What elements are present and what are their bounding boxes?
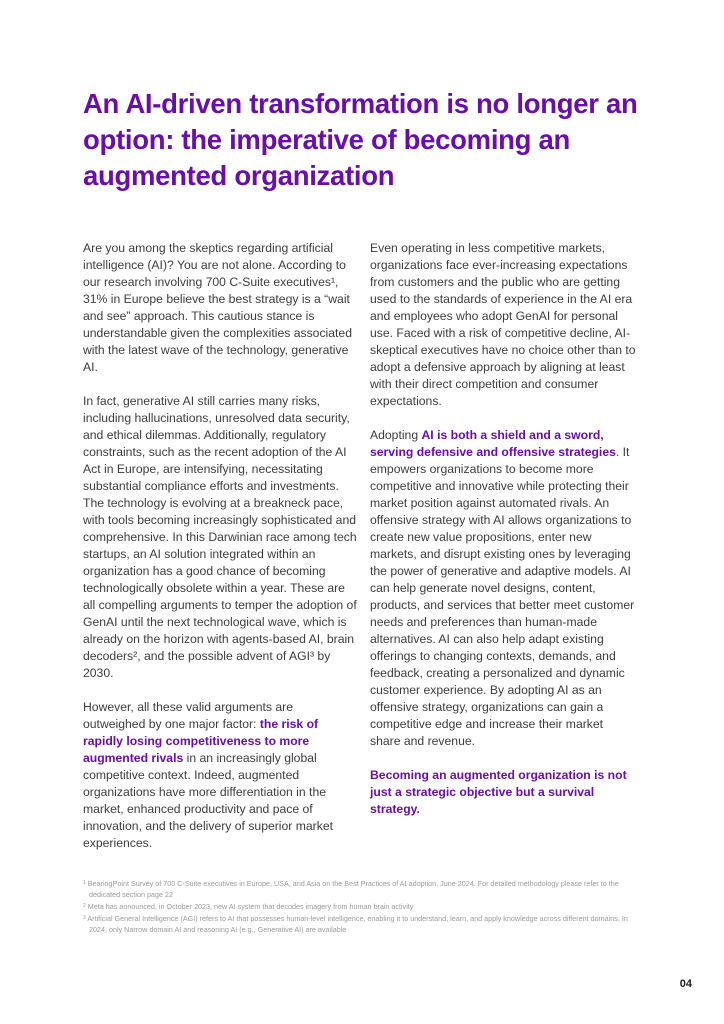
- left-p3-text-after: in an increasingly global competitive context. Indeed, augmented organizations have more differentiation in the market, enhanced productivity and pace of innovation, and the delivery of superior market experiences.: [83, 751, 333, 850]
- left-paragraph-3: [83, 699, 357, 852]
- footnote-mark-3: 3: [83, 915, 86, 921]
- footnotes: [83, 878, 643, 936]
- footnote-text-1: BearingPoint Survey of 700 C-Suite executives in Europe, USA, and Asia on the Best Practices of AI adoption, June 2024. For detailed methodology please refer to the dedicated section page 22: [87, 879, 619, 899]
- right-paragraph-2: [370, 427, 636, 750]
- footnote-3: [83, 913, 643, 935]
- right-column: [370, 240, 636, 835]
- footnote-1: [83, 878, 643, 900]
- right-paragraph-1: Even operating in less competitive markets, organizations face ever-increasing expectations from customers and the public who are getting used to the standards of experience in the AI era and employees who adopt GenAI for personal use. Faced with a risk of competitive decline, AI-skeptical executives have no choice other than to adopt a defensive approach by aligning at least with their direct competition and consumer expectations.: [370, 241, 636, 408]
- page-title: An AI-driven transformation is no longer an option: the imperative of becoming an augmented organization: [83, 88, 638, 191]
- page-number: 04: [679, 978, 692, 990]
- footnote-2: [83, 901, 643, 912]
- footnote-text-2: Meta has announced, in October 2023, new AI system that decodes imagery from human brain activity: [87, 902, 414, 911]
- footnote-text-3: Artificial General Intelligence (AGI) refers to AI that possesses human-level intelligence, enabling it to understand, learn, and apply knowledge across different domains. In 2024, only Narrow domain AI and reasoning AI (e.g., Generative AI) are available: [87, 914, 628, 934]
- footnote-mark-2: 2: [83, 903, 86, 909]
- right-p2-highlight: AI is both a shield and a sword, serving defensive and offensive strategies: [370, 428, 616, 459]
- right-p2-text-after: . It empowers organizations to become more competitive and innovative while protecting their market position against automated rivals. An offensive strategy with AI allows organizations to create new value propositions, enter new markets, and disrupt existing ones by leveraging the power of generative and adaptive models. AI can help generate novel designs, content, products, and services that better meet customer needs and preferences than human-made alternatives. AI can also help adapt existing offerings to changing contexts, demands, and feedback, creating a personalized and dynamic customer experience. By adopting AI as an offensive strategy, organizations can gain a competitive edge and increase their market share and revenue.: [370, 445, 635, 748]
- left-p3-text-before: However, all these valid arguments are outweighed by one major factor:: [83, 700, 294, 731]
- right-p2-text-before: Adopting: [370, 428, 422, 442]
- left-column: [83, 240, 357, 869]
- left-paragraph-2: In fact, generative AI still carries many risks, including hallucinations, unresolved data security, and ethical dilemmas. Additionally, regulatory constraints, such as the recent adoption of the AI Act in Europe, are intensifying, necessitating substantial compliance efforts and investments. The technology is evolving at a breakneck pace, with tools becoming increasingly sophisticated and comprehensive. In this Darwinian race among tech startups, an AI solution integrated within an organization has a good chance of becoming technologically obsolete within a year. These are all compelling arguments to temper the adoption of GenAI until the next technological wave, which is already on the horizon with agents-based AI, brain decoders², and the possible advent of AGI³ by 2030.: [83, 394, 357, 680]
- left-p3-highlight: the risk of rapidly losing competitiveness to more augmented rivals: [83, 717, 319, 765]
- left-paragraph-1: Are you among the skeptics regarding artificial intelligence (AI)? You are not alone. According to our research involving 700 C-Suite executives¹, 31% in Europe believe the best strategy is a “wait and see” approach. This cautious stance is understandable given the complexities associated with the latest wave of the technology, generative AI.: [83, 241, 352, 374]
- right-paragraph-3-highlight: Becoming an augmented organization is not just a strategic objective but a survival strategy.: [370, 768, 627, 816]
- footnote-mark-1: 1: [83, 880, 86, 886]
